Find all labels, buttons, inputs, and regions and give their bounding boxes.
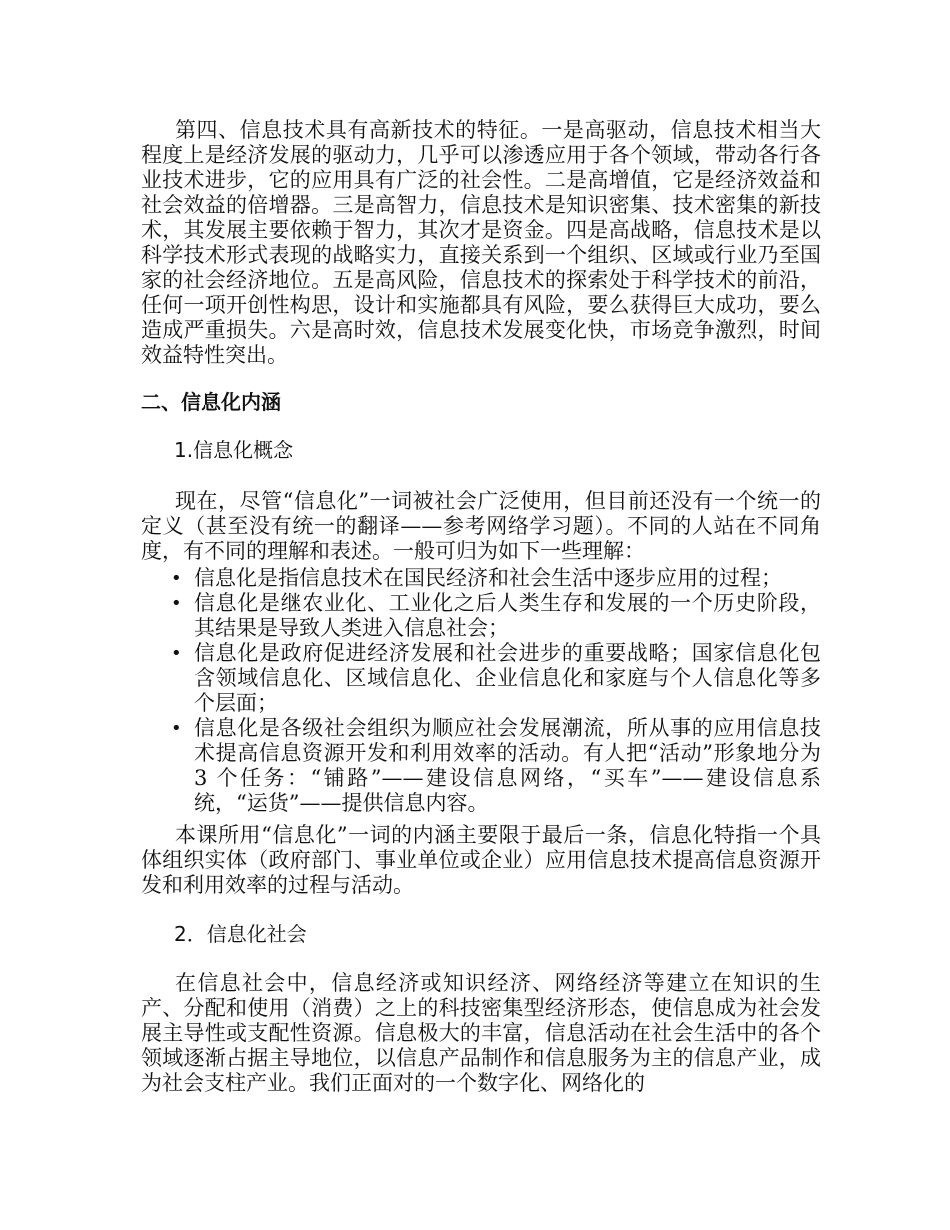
bullet-icon: • bbox=[171, 718, 182, 739]
list-item bbox=[141, 591, 821, 641]
bullet-icon: • bbox=[171, 593, 182, 614]
list-item bbox=[141, 566, 821, 591]
subsection-heading-concept: 1.信息化概念 bbox=[174, 438, 294, 462]
paragraph-course-scope: 本课所用“信息化”一词的内涵主要限于最后一条，信息化特指一个具体组织实体（政府部门、事业单位或企业）应用信息技术提高信息资源开发和利用效率的过程与活动。 bbox=[141, 823, 821, 897]
paragraph-it-features: 第四、信息技术具有高新技术的特征。一是高驱动，信息技术相当大程度上是经济发展的驱动力，几乎可以渗透应用于各个领域，带动各行各业技术进步，它的应用具有广泛的社会性。二是高增值，它是经济效益和社会效益的倍增器。三是高智力，信息技术是知识密集、技术密集的新技术，其发展主要依赖于智力，其次才是资金。四是高战略，信息技术是以科学技术形式表现的战略实力，直接关系到一个组织、区域或行业乃至国家的社会经济地位。五是高风险，信息技术的探索处于科学技术的前沿，任何一项开创性构思，设计和实施都具有风险，要么获得巨大成功，要么造成严重损失。六是高时效，信息技术发展变化快，市场竞争激烈，时间效益特性突出。 bbox=[141, 118, 821, 367]
list-item-text: 信息化是继农业化、工业化之后人类生存和发展的一个历史阶段，其结果是导致人类进入信息社会； bbox=[194, 591, 821, 640]
subsection-heading-society: 2．信息化社会 bbox=[174, 922, 307, 946]
list-item bbox=[141, 641, 821, 716]
list-item bbox=[141, 716, 821, 816]
paragraph-information-society: 在信息社会中，信息经济或知识经济、网络经济等建立在知识的生产、分配和使用（消费）之上的科技密集型经济形态，使信息成为社会发展主导性或支配性资源。信息极大的丰富，信息活动在社会生活中的各个领域逐渐占据主导地位，以信息产品制作和信息服务为主的信息产业，成为社会支柱产业。我们正面对的一个数字化、网络化的 bbox=[141, 971, 821, 1095]
list-item-text: 信息化是政府促进经济发展和社会进步的重要战略；国家信息化包含领域信息化、区域信息化、企业信息化和家庭与个人信息化等多个层面； bbox=[194, 641, 821, 715]
bullet-icon: • bbox=[171, 643, 182, 664]
paragraph-concept: 现在，尽管“信息化”一词被社会广泛使用，但目前还没有一个统一的定义（甚至没有统一的翻译——参考网络学习题）。不同的人站在不同角度，有不同的理解和表述。一般可归为如下一些理解： bbox=[141, 489, 821, 563]
definition-list bbox=[141, 566, 821, 816]
section-heading: 二、信息化内涵 bbox=[141, 390, 281, 414]
list-item-text: 信息化是各级社会组织为顺应社会发展潮流，所从事的应用信息技术提高信息资源开发和利用效率的活动。有人把“活动”形象地分为 3 个任务：“铺路”——建设信息网络，“买车”——建设信息系统，“运货”——提供信息内容。 bbox=[194, 716, 821, 815]
bullet-icon: • bbox=[171, 568, 182, 589]
list-item-text: 信息化是指信息技术在国民经济和社会生活中逐步应用的过程； bbox=[194, 566, 782, 590]
